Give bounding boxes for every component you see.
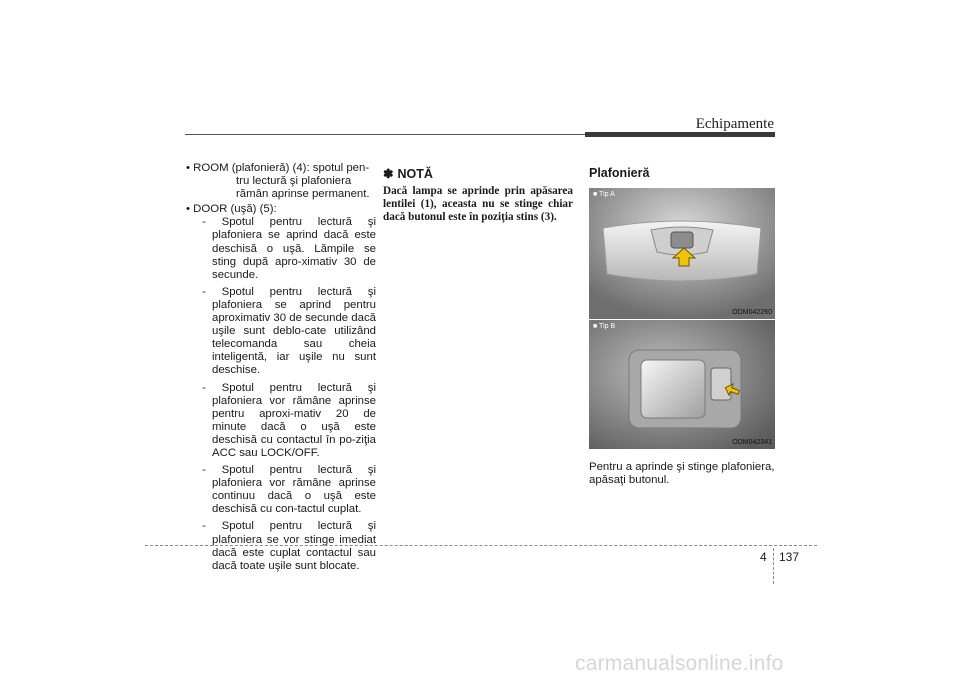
watermark: carmanualsonline.info xyxy=(575,652,784,675)
door-subitem: - Spotul pentru lectură şi plafoniera se vor stinge imediat dacă este cuplat contactul sau dacă toate uşile sunt blocate. xyxy=(202,520,376,572)
section-title: Plafonieră xyxy=(589,166,650,180)
door-subitem: - Spotul pentru lectură şi plafoniera vor rămâne aprinse continuu dacă o uşă este deschisă cu con-tactul cuplat. xyxy=(202,464,376,516)
photo-type-a-label: ■ Tip A xyxy=(593,191,615,198)
door-subitem: - Spotul pentru lectură şi plafoniera se aprind pentru aproximativ 30 de secunde dacă uşile sunt deblo-cate utilizând telecomanda sau cheia inteligentă, iar uşile nu sunt deschise. xyxy=(202,285,377,377)
left-column xyxy=(186,162,376,577)
note-text: Dacă lampa se aprinde prin apăsarea lentilei (1), aceasta nu se stinge chiar dacă butonul este în poziţia stins (3). xyxy=(383,185,573,223)
footer-divider xyxy=(773,548,774,584)
room-item-cont2: rămân aprinse permanent. xyxy=(236,188,370,201)
right-column xyxy=(589,166,775,487)
asterisk-icon: ✽ xyxy=(383,167,394,181)
ceiling-lamp-b-illustration xyxy=(589,320,775,449)
section-body-text: Pentru a aprinde şi stinge plafoniera, apăsaţi butonul. xyxy=(589,461,775,487)
note-title: NOTĂ xyxy=(397,166,433,181)
room-item-cont1: tru lectură şi plafoniera xyxy=(236,175,352,188)
page-number: 137 xyxy=(779,550,800,564)
note-heading xyxy=(383,166,573,181)
photo-type-a xyxy=(589,188,775,319)
door-subitem: - Spotul pentru lectură şi plafoniera se aprind dacă este deschisă o uşă. Lămpile se sting după apro-ximativ 30 de secunde. xyxy=(202,216,376,281)
photo-type-b-label: ■ Tip B xyxy=(593,323,616,330)
note-column xyxy=(383,166,573,223)
photo-type-b-code: ODM042341 xyxy=(732,439,772,446)
header-rule xyxy=(185,134,585,135)
ceiling-lamp-a-illustration xyxy=(589,188,775,319)
door-item: • DOOR (uşă) (5): xyxy=(186,203,277,216)
door-subitem: - Spotul pentru lectură şi plafoniera vor rămâne aprinse pentru aproxi-mativ 20 de minute dacă o uşă este deschisă cu contactul în po-ziţia ACC sau LOCK/OFF. xyxy=(202,381,376,459)
chapter-number: 4 xyxy=(760,550,767,564)
page-header-title: Echipamente xyxy=(695,116,774,132)
photo-type-a-code: ODM042260 xyxy=(732,309,772,316)
footer-rule xyxy=(145,545,817,546)
room-item: • ROOM (plafonieră) (4): spotul pen- xyxy=(186,162,370,174)
photo-type-b xyxy=(589,319,775,449)
header-bar xyxy=(585,132,775,137)
